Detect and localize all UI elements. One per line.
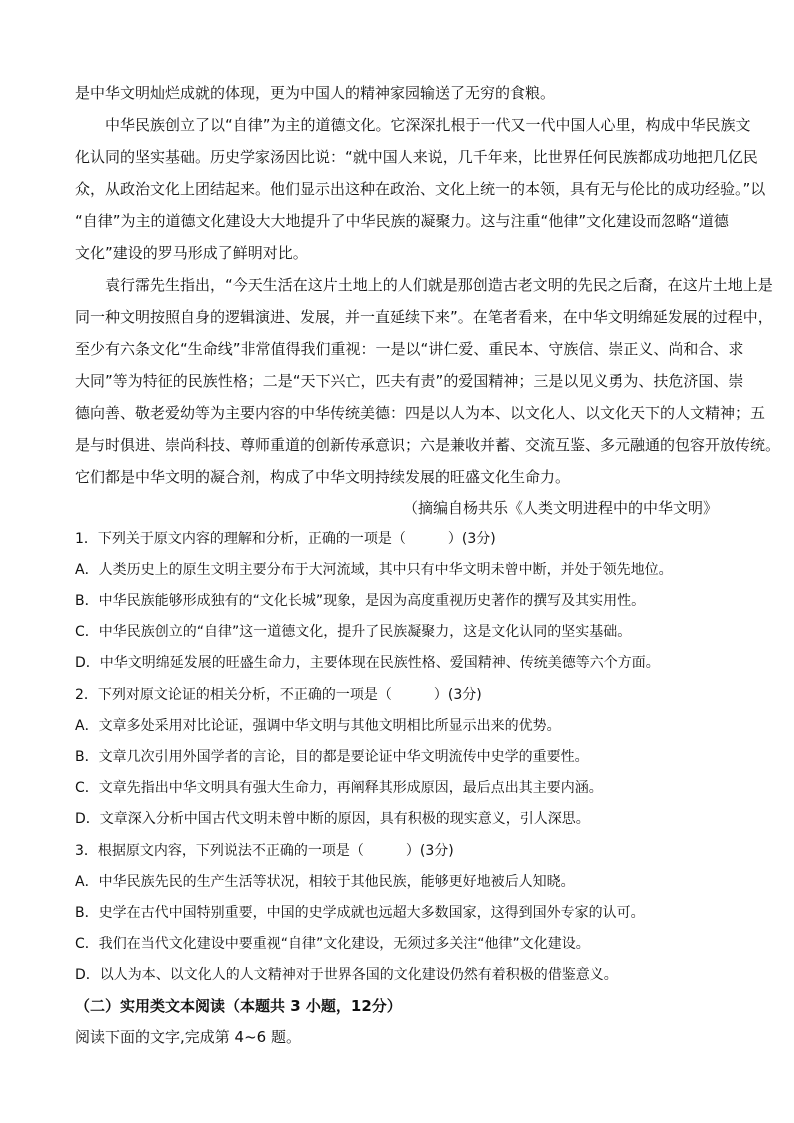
question-2-option-a: A．文章多处采用对比论证，强调中华文明与其他文明相比所显示出来的优势。 — [75, 718, 561, 734]
paragraph-line-7: 袁行霈先生指出，“今天生活在这片土地上的人们就是那创造古老文明的先民之后裔，在这片土地上是 — [105, 276, 773, 294]
paragraph-line-9: 至少有六条文化“生命线”非常值得我们重视：一是以“讲仁爱、重民本、守族信、崇正义、尚和合、求 — [75, 340, 744, 358]
paragraph-line-4: 众，从政治文化上团结起来。他们显示出这种在政治、文化上统一的本领，具有无与伦比的成功经验。”以 — [75, 180, 766, 198]
paragraph-line-13: 它们都是中华文明的凝合剂，构成了中华文明持续发展的旺盛文化生命力。 — [75, 468, 571, 486]
paragraph-line-10: 大同”等为特征的民族性格；二是“天下兴亡，匹夫有责”的爱国精神；三是以见义勇为、扶危济国、崇 — [75, 372, 744, 390]
question-3-option-a: A．中华民族先民的生产生活等状况，相较于其他民族，能够更好地被后人知晓。 — [75, 874, 575, 890]
question-1-stem: 1．下列关于原文内容的理解和分析，正确的一项是（ ）(3分) — [75, 531, 496, 547]
question-1-option-d: D．中华文明绵延发展的旺盛生命力，主要体现在民族性格、爱国精神、传统美德等六个方面。 — [75, 655, 660, 671]
question-1-option-c: C．中华民族创立的“自律”这一道德文化，提升了民族凝聚力，这是文化认同的坚实基础。 — [75, 624, 632, 640]
section-instruction: 阅读下面的文字,完成第 4~6 题。 — [75, 1028, 301, 1046]
question-2-stem: 2．下列对原文论证的相关分析，不正确的一项是（ ）(3分) — [75, 687, 482, 703]
question-3-option-c: C．我们在当代文化建设中要重视“自律”文化建设，无须过多关注“他律”文化建设。 — [75, 936, 590, 952]
question-2-option-b: B．文章几次引用外国学者的言论，目的都是要论证中华文明流传中史学的重要性。 — [75, 749, 589, 765]
source-citation: （摘编自杨共乐《人类文明进程中的中华文明》 — [402, 499, 718, 517]
question-1-option-b: B．中华民族能够形成独有的“文化长城”现象，是因为高度重视历史著作的撰写及其实用性。 — [75, 593, 646, 609]
paragraph-line-1: 是中华文明灿烂成就的体现，更为中国人的精神家园输送了无穷的食粮。 — [75, 84, 556, 102]
section-title: （二）实用类文本阅读（本题共 3 小题，12分） — [75, 997, 402, 1015]
paragraph-line-3: 化认同的坚实基础。历史学家汤因比说：“就中国人来说，几千年来，比世界任何民族都成功地把几亿民 — [75, 148, 758, 166]
paragraph-line-5: “自律”为主的道德文化建设大大地提升了中华民族的凝聚力。这与注重“他律”文化建设而忽略“道德 — [75, 212, 729, 230]
question-2-option-c: C．文章先指出中华文明具有强大生命力，再阐释其形成原因，最后点出其主要内涵。 — [75, 780, 603, 796]
paragraph-line-8: 同一种文明按照自身的逻辑演进、发展，并一直延续下来”。在笔者看来，在中华文明绵延发展的过程中， — [75, 308, 773, 326]
paragraph-line-12: 是与时俱进、崇尚科技、尊师重道的创新传承意识；六是兼收并蓄、交流互鉴、多元融通的包容开放传统。 — [75, 436, 781, 454]
question-1-option-a: A．人类历史上的原生文明主要分布于大河流域，其中只有中华文明未曾中断，并处于领先地位。 — [75, 562, 673, 578]
paragraph-line-6: 文化”建设的罗马形成了鲜明对比。 — [75, 244, 308, 262]
question-3-option-d: D．以人为本、以文化人的人文精神对于世界各国的文化建设仍然有着积极的借鉴意义。 — [75, 967, 618, 983]
question-2-option-d: D．文章深入分析中国古代文明未曾中断的原因，具有积极的现实意义，引人深思。 — [75, 811, 590, 827]
paragraph-line-11: 德向善、敬老爱幼等为主要内容的中华传统美德：四是以人为本、以文化人、以文化天下的人文精神；五 — [75, 404, 766, 422]
question-3-option-b: B．史学在古代中国特别重要，中国的史学成就也远超大多数国家，这得到国外专家的认可。 — [75, 905, 645, 921]
question-3-stem: 3．根据原文内容，下列说法不正确的一项是（ ）(3分) — [75, 843, 454, 859]
paragraph-line-2: 中华民族创立了以“自律”为主的道德文化。它深深扎根于一代又一代中国人心里，构成中华民族文 — [105, 116, 751, 134]
